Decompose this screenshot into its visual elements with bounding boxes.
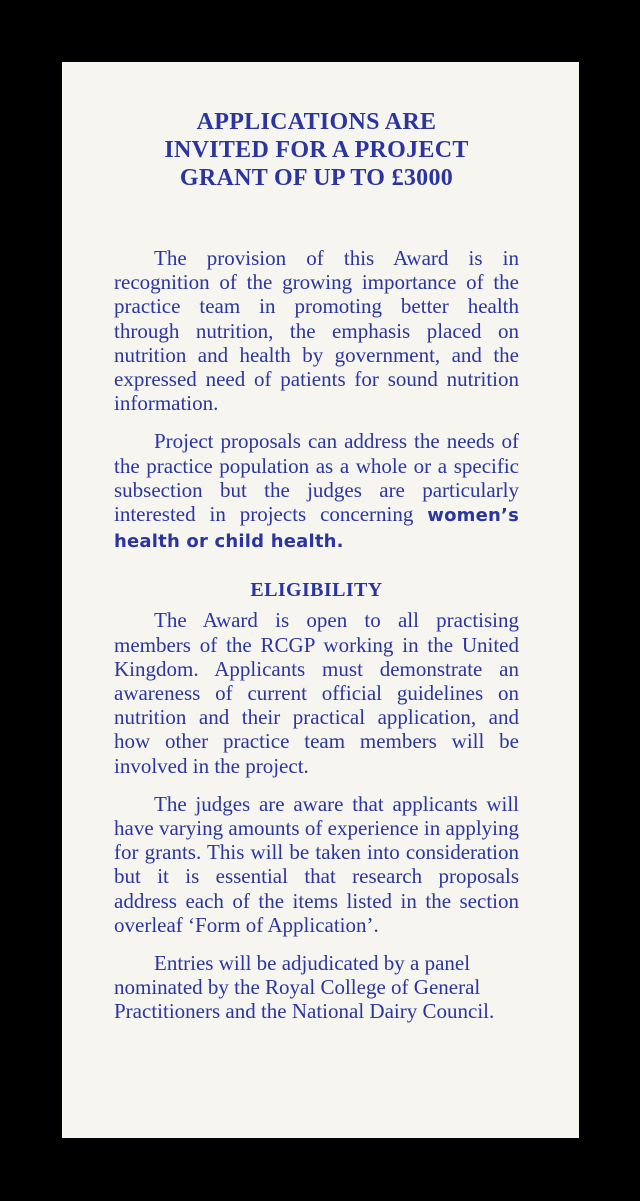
proposals-text: Project proposals can address the needs of the practice population as a whole or a specific subsection but the judges are particularly interested in projects concerning [114,429,519,527]
eligibility-paragraph-3: Entries will be adjudicated by a panel nominated by the Royal College of General Practitioners and the National Dairy Council. [114,951,495,1024]
proposals-paragraph [114,429,519,554]
proposals-emphasis: women’s health or child health. [114,505,520,553]
eligibility-paragraph-2: The judges are aware that applicants will have varying amounts of experience in applying for grants. This will be taken into consideration but it is essential that research proposals address each of the items listed in the section overleaf ‘Form of Application’. [114,791,519,937]
intro-paragraph: The provision of this Award is in recognition of the growing importance of the practice team in promoting better health through nutrition, the emphasis placed on nutrition and health by government, and the expressed need of patients for sound nutrition information. [114,246,519,416]
page-title [114,108,519,192]
title-line-3: GRANT OF UP TO £3000 [179,165,454,191]
eligibility-heading: ELIGIBILITY [250,579,383,602]
title-line-2: INVITED FOR A PROJECT [164,137,469,163]
title-line-1: APPLICATIONS ARE [196,109,437,135]
leaflet-card [62,62,579,1138]
eligibility-paragraph-1: The Award is open to all practising members of the RCGP working in the United Kingdom. Applicants must demonstrate an awareness of current official guidelines on nutrition and their practical application, and how other practice team members will be involved in the project. [114,608,519,778]
